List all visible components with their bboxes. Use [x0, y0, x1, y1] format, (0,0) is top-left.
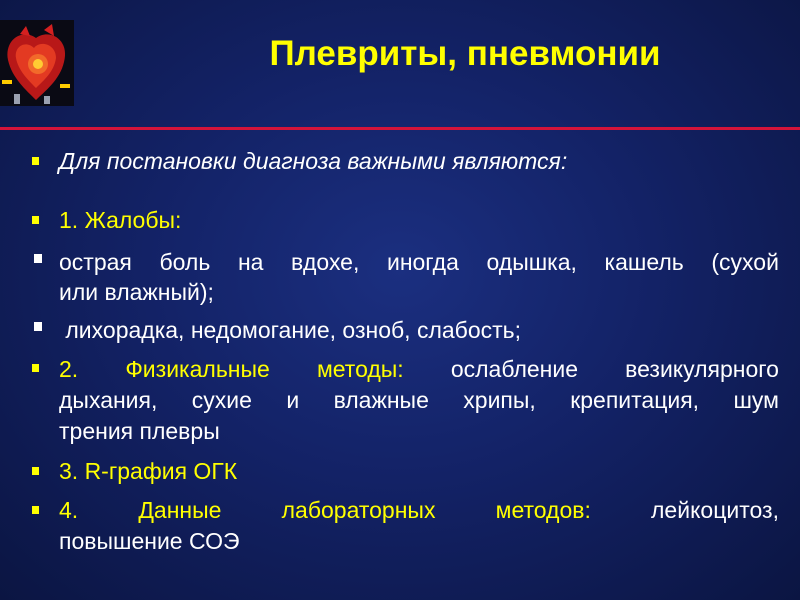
word: (сухой — [711, 249, 779, 275]
physical-methods-line-1 — [59, 356, 779, 382]
complaint-2-text: лихорадка, недомогание, озноб, слабость; — [65, 317, 522, 343]
slide-title: Плевриты, пневмонии — [269, 34, 661, 73]
physical-methods-line-3: трения плевры — [59, 418, 220, 444]
word: острая — [59, 249, 132, 275]
heart-logo-icon — [0, 20, 74, 106]
word: дыхания, — [59, 387, 158, 413]
intro-text: Для постановки диагноза важными являются: — [59, 148, 568, 174]
word: 2. — [59, 356, 79, 382]
word: методы: — [316, 356, 404, 382]
word: Физикальные — [125, 356, 270, 382]
word: влажные — [333, 387, 429, 413]
complaint-1-line-2: или влажный); — [59, 279, 214, 305]
word: кашель — [604, 249, 684, 275]
word: Данные — [138, 497, 222, 523]
square-bullet-icon — [34, 254, 42, 263]
square-bullet-icon — [34, 322, 42, 331]
word: лабораторных — [281, 497, 436, 523]
word: и — [286, 387, 300, 413]
complaints-heading: 1. Жалобы: — [59, 207, 182, 233]
word: сухие — [191, 387, 252, 413]
word: 4. — [59, 497, 79, 523]
square-bullet-icon — [32, 467, 39, 475]
square-bullet-icon — [32, 157, 39, 165]
word: хрипы, — [463, 387, 536, 413]
title-divider — [0, 127, 800, 130]
lab-methods-line-2: повышение СОЭ — [59, 528, 240, 554]
word: лейкоцитоз, — [651, 497, 779, 523]
word: ослабление — [450, 356, 579, 382]
lab-methods-line-1 — [59, 497, 779, 523]
word: иногда — [386, 249, 459, 275]
word: вдохе, — [291, 249, 360, 275]
physical-methods-line-2 — [59, 387, 779, 413]
word: на — [237, 249, 264, 275]
word: методов: — [495, 497, 591, 523]
word: одышка, — [486, 249, 577, 275]
complaint-1-line-1 — [59, 249, 779, 275]
square-bullet-icon — [32, 506, 39, 514]
word: везикулярного — [625, 356, 779, 382]
word: боль — [159, 249, 211, 275]
word: крепитация, — [570, 387, 700, 413]
xray-item: 3. R-графия ОГК — [59, 458, 238, 484]
complaint-2 — [59, 317, 779, 343]
word: шум — [733, 387, 779, 413]
square-bullet-icon — [32, 364, 39, 372]
square-bullet-icon — [32, 216, 39, 224]
